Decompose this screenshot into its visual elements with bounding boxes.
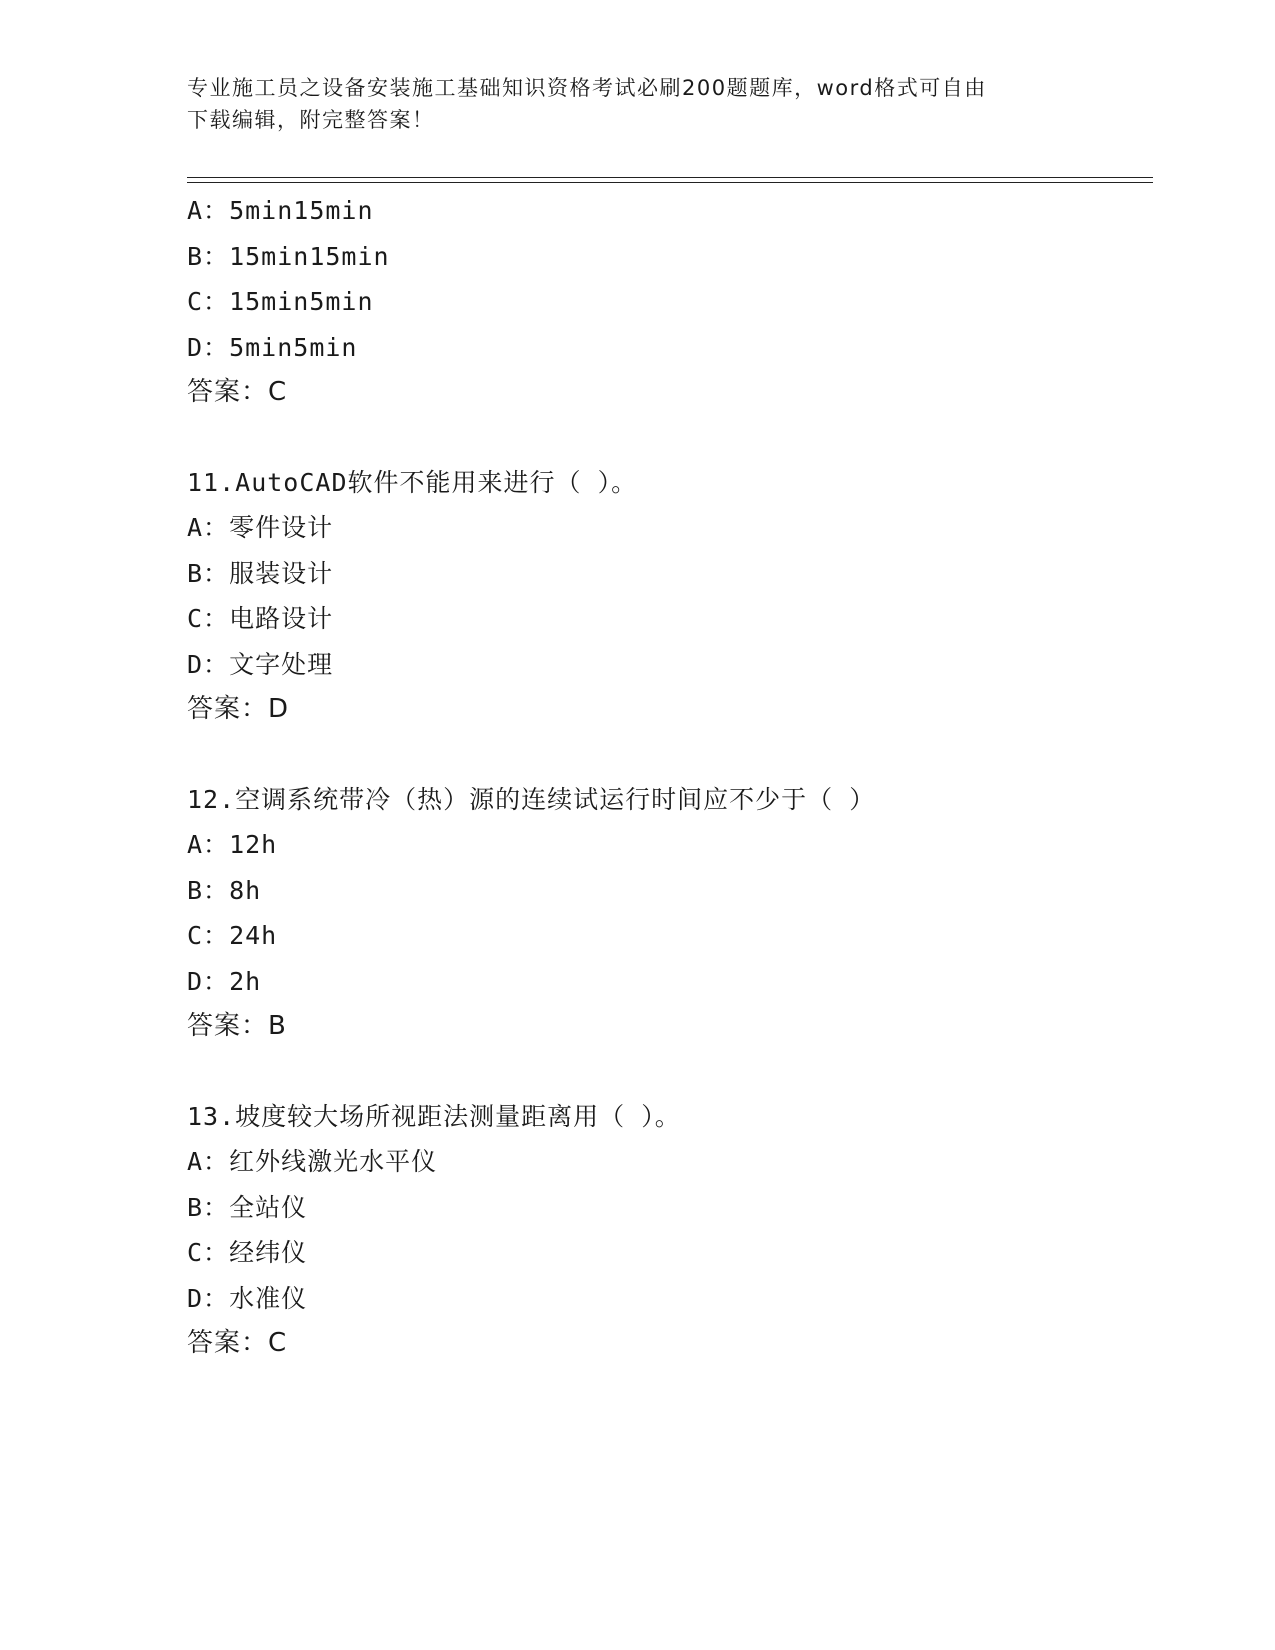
question-11-answer: 答案：D (187, 694, 290, 724)
spacer (187, 733, 1153, 777)
option-label: A： (187, 196, 230, 225)
question-12-answer: 答案：B (187, 1011, 287, 1041)
option-text: 文字处理 (229, 649, 334, 679)
question-11-block (187, 460, 1153, 733)
option-label: B： (187, 558, 230, 588)
question-12-option-c (187, 913, 1153, 959)
option-label: B： (187, 1192, 230, 1222)
option-label: C： (187, 287, 230, 316)
option-text: 12h (229, 830, 278, 859)
option-text: 全站仪 (229, 1192, 308, 1222)
question-13-option-d (187, 1276, 1153, 1322)
option-text: 8h (229, 875, 262, 905)
question-12-block (187, 777, 1153, 1050)
question-10-option-d (187, 325, 1153, 371)
option-label: C： (187, 921, 230, 950)
option-text: 24h (229, 921, 278, 950)
question-13-text: 13.坡度较大场所视距法测量距离用（ ）。 (187, 1101, 681, 1131)
option-label: B： (187, 875, 230, 905)
option-label: D： (187, 649, 230, 679)
question-11-text: 11.AutoCAD软件不能用来进行（ ）。 (187, 467, 638, 497)
question-13-answer: 答案：C (187, 1328, 288, 1358)
option-text: 5min15min (229, 196, 374, 225)
header-rule-bottom (187, 182, 1153, 183)
option-label: D： (187, 966, 230, 996)
question-10-option-a (187, 188, 1153, 234)
question-10-option-c (187, 279, 1153, 325)
question-12-option-d (187, 959, 1153, 1005)
option-text: 2h (229, 966, 262, 996)
option-text: 15min5min (229, 287, 374, 316)
question-12-text: 12.空调系统带冷（热）源的连续试运行时间应不少于（ ） (187, 784, 876, 814)
option-text: 电路设计 (229, 604, 334, 633)
spacer (187, 1050, 1153, 1094)
option-label: A： (187, 513, 230, 542)
question-10-answer: 答案：C (187, 377, 288, 407)
question-10-block (187, 188, 1153, 416)
spacer (187, 416, 1153, 460)
option-text: 零件设计 (229, 513, 334, 542)
question-13-block (187, 1094, 1153, 1367)
question-10-option-b (187, 234, 1153, 280)
header-line-2: 下载编辑，附完整答案！ (187, 108, 435, 132)
question-12-option-b (187, 868, 1153, 914)
option-label: D： (187, 1283, 230, 1313)
question-13-option-a (187, 1139, 1153, 1185)
question-list (187, 188, 1153, 1367)
option-label: D： (187, 332, 230, 362)
option-text: 15min15min (229, 241, 390, 271)
option-text: 水准仪 (229, 1283, 308, 1313)
header-line-1: 专业施工员之设备安装施工基础知识资格考试必刷200题题库，word格式可自由 (187, 76, 987, 100)
question-11-option-d (187, 642, 1153, 688)
header-rule-top (187, 177, 1153, 178)
option-text: 红外线激光水平仪 (229, 1147, 438, 1176)
option-label: A： (187, 830, 230, 859)
option-label: A： (187, 1147, 230, 1176)
question-13-option-c (187, 1230, 1153, 1276)
question-13-option-b (187, 1185, 1153, 1231)
option-text: 服装设计 (229, 558, 334, 588)
question-12-option-a (187, 822, 1153, 868)
option-text: 经纬仪 (229, 1238, 308, 1267)
option-text: 5min5min (229, 332, 358, 362)
option-label: B： (187, 241, 230, 271)
question-11-option-a (187, 505, 1153, 551)
document-header (187, 72, 1087, 136)
question-11-option-c (187, 596, 1153, 642)
question-11-option-b (187, 551, 1153, 597)
option-label: C： (187, 604, 230, 633)
option-label: C： (187, 1238, 230, 1267)
